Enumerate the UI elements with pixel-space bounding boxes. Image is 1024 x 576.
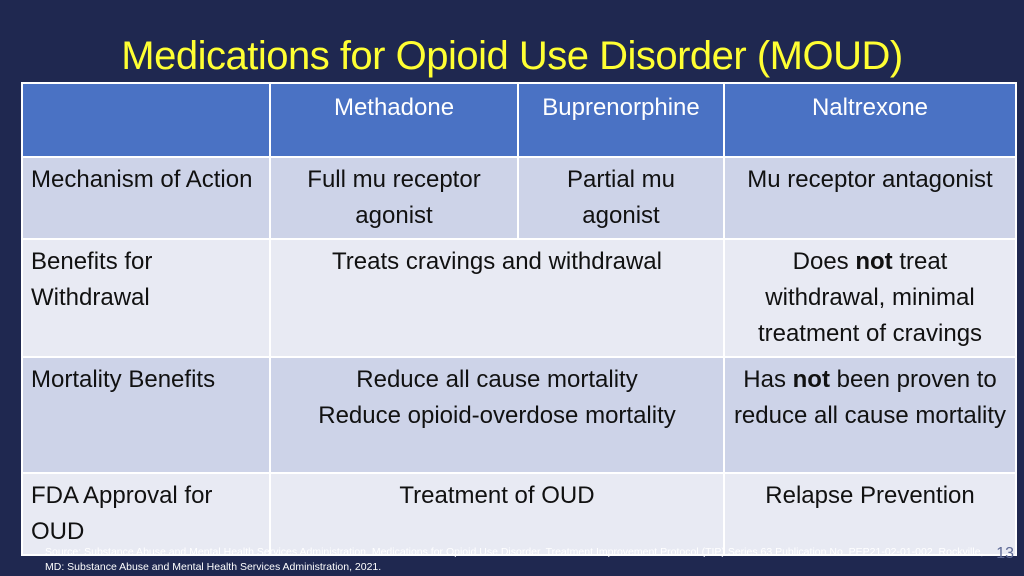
header-buprenorphine: Buprenorphine xyxy=(518,83,724,157)
row-label-mortality: Mortality Benefits xyxy=(22,357,270,473)
table-row-fda-approval xyxy=(22,473,1016,555)
naltrexone-mortality-emphasis: not xyxy=(792,366,830,393)
table-row-mortality xyxy=(22,357,1016,473)
cell-methadone-buprenorphine-withdrawal: Treats cravings and withdrawal xyxy=(270,239,724,357)
cell-buprenorphine-mechanism: Partial mu agonist xyxy=(518,157,724,239)
moud-comparison-table xyxy=(21,82,1017,556)
row-label-withdrawal: Benefits for Withdrawal xyxy=(22,239,270,357)
naltrexone-mortality-text-post: been proven to reduce all cause mortality xyxy=(733,366,1007,429)
cell-methadone-buprenorphine-fda: Treatment of OUD xyxy=(270,473,724,555)
header-methadone: Methadone xyxy=(270,83,518,157)
cell-naltrexone-mechanism: Mu receptor antagonist xyxy=(724,157,1016,239)
header-empty-cell xyxy=(22,83,270,157)
page-number: 13 xyxy=(996,545,1014,562)
table-row-mechanism xyxy=(22,157,1016,239)
naltrexone-mortality-text-pre: Has xyxy=(743,366,793,393)
mortality-line-1: Reduce all cause mortality xyxy=(356,366,638,393)
mortality-line-2: Reduce opioid-overdose mortality xyxy=(318,402,676,429)
naltrexone-withdrawal-emphasis: not xyxy=(855,248,893,275)
table-header-row xyxy=(22,83,1016,157)
row-label-fda-approval: FDA Approval for OUD xyxy=(22,473,270,555)
cell-methadone-buprenorphine-mortality xyxy=(270,357,724,473)
cell-methadone-mechanism: Full mu receptor agonist xyxy=(270,157,518,239)
cell-naltrexone-withdrawal xyxy=(724,239,1016,357)
cell-naltrexone-fda: Relapse Prevention xyxy=(724,473,1016,555)
header-naltrexone: Naltrexone xyxy=(724,83,1016,157)
naltrexone-withdrawal-text-post: treat withdrawal, minimal treatment of cravings xyxy=(757,248,983,347)
cell-naltrexone-mortality xyxy=(724,357,1016,473)
source-citation: Source: Substance Abuse and Mental Health Services Administration. Medications for Opioid Use Disorder. Treatment Improvement Protocol (TIP) Series 63 Publication No. PEP21-02-01-002. Rockville, MD: Substance Abuse and Mental Health Services Administration, 2021. xyxy=(45,546,984,573)
table-row-withdrawal xyxy=(22,239,1016,357)
slide-title: Medications for Opioid Use Disorder (MOUD) xyxy=(121,34,903,78)
row-label-mechanism: Mechanism of Action xyxy=(22,157,270,239)
naltrexone-withdrawal-text-pre: Does xyxy=(792,248,856,275)
